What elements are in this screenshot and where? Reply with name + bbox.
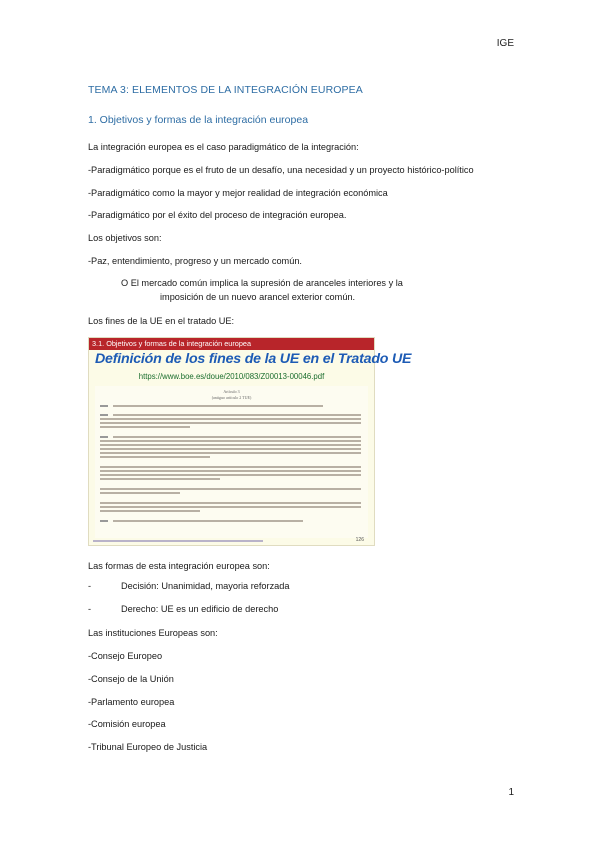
paragraph-paradigm-1: -Paradigmático porque es el fruto de un desafío, una necesidad y un proyecto histórico-político (88, 165, 474, 175)
list-dash: - (88, 604, 92, 614)
slide-header-bar: 3.1. Objetivos y formas de la integración europea (89, 338, 374, 350)
institution-item: -Comisión europea (88, 719, 166, 729)
doc-text-line (100, 488, 361, 490)
subpoint-line-2: imposición de un nuevo arancel exterior común. (160, 292, 356, 302)
header-tag: IGE (496, 38, 514, 49)
doc-text-line (113, 414, 361, 416)
form-decision: Decisión: Unanimidad, mayoria reforzada (121, 581, 290, 591)
doc-item-number (100, 414, 108, 416)
chapter-title: TEMA 3: ELEMENTOS DE LA INTEGRACIÓN EUROPEA (88, 84, 363, 96)
doc-text-line (100, 478, 220, 480)
paragraph-institutions-heading: Las instituciones Europeas son: (88, 628, 218, 638)
doc-text-line (100, 448, 361, 450)
paragraph-paradigm-2: -Paradigmático como la mayor y mejor realidad de integración económica (88, 188, 388, 198)
slide-document-excerpt (95, 386, 368, 538)
slide-url: https://www.boe.es/doue/2010/083/Z00013-00046.pdf (138, 372, 325, 381)
doc-text-line (100, 470, 361, 472)
doc-article-heading: Artículo 3 (223, 389, 240, 394)
slide-image (88, 337, 412, 546)
subpoint-line-1: O El mercado común implica la supresión de aranceles interiores y la (121, 278, 403, 288)
doc-text-line (100, 452, 361, 454)
paragraph-objectives: -Paz, entendimiento, progreso y un mercado común. (88, 256, 302, 266)
doc-item-number (100, 405, 108, 407)
doc-text-line (100, 510, 200, 512)
doc-article-subheading: (antiguo artículo 2 TUE) (211, 395, 252, 400)
doc-text-line (100, 418, 361, 420)
section-heading: 1. Objetivos y formas de la integración europea (88, 114, 309, 126)
doc-item-number (100, 436, 108, 438)
paragraph-intro: La integración europea es el caso paradigmático de la integración: (88, 142, 359, 152)
doc-text-line (113, 436, 361, 438)
institution-item: -Consejo de la Unión (88, 674, 174, 684)
list-dash: - (88, 581, 92, 591)
doc-text-line (100, 440, 361, 442)
paragraph-objectives-heading: Los objetivos son: (88, 233, 162, 243)
doc-text-line (100, 444, 361, 446)
doc-text-line (100, 456, 210, 458)
doc-text-line (100, 422, 361, 424)
doc-text-line (100, 492, 180, 494)
form-law: Derecho: UE es un edificio de derecho (121, 604, 279, 614)
institution-item: -Tribunal Europeo de Justicia (88, 742, 208, 752)
slide-title: Definición de los fines de la UE en el Tratado UE (95, 351, 412, 367)
doc-text-line (100, 426, 190, 428)
doc-text-line (113, 520, 303, 522)
doc-text-line (100, 474, 361, 476)
institution-item: -Parlamento europea (88, 697, 175, 707)
doc-text-line (113, 405, 323, 407)
page-number: 1 (508, 787, 514, 798)
paragraph-paradigm-3: -Paradigmático por el éxito del proceso de integración europea. (88, 210, 347, 220)
slide-footer-number: 126 (355, 537, 364, 543)
slide-footer-text (93, 540, 263, 542)
institution-item: -Consejo Europeo (88, 651, 163, 661)
paragraph-fines-heading: Los fines de la UE en el tratado UE: (88, 316, 235, 326)
doc-text-line (100, 466, 361, 468)
doc-text-line (100, 506, 361, 508)
doc-text-line (100, 502, 361, 504)
paragraph-forms-heading: Las formas de esta integración europea son: (88, 561, 270, 571)
doc-item-number (100, 520, 108, 522)
